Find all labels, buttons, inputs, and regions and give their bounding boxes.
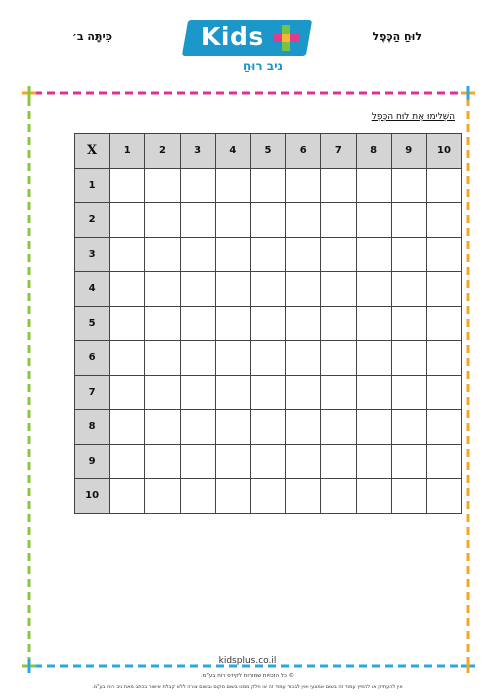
answer-cell[interactable]: [356, 306, 391, 341]
answer-cell[interactable]: [110, 341, 145, 376]
corner-cell: X: [75, 134, 110, 169]
answer-cell[interactable]: [391, 479, 426, 514]
answer-cell[interactable]: [426, 375, 461, 410]
answer-cell[interactable]: [426, 203, 461, 238]
answer-cell[interactable]: [321, 272, 356, 307]
answer-cell[interactable]: [286, 479, 321, 514]
table-row: [75, 479, 462, 514]
answer-cell[interactable]: [426, 341, 461, 376]
answer-cell[interactable]: [215, 168, 250, 203]
answer-cell[interactable]: [145, 341, 180, 376]
grade-label: כִּיתָּה ב׳: [72, 30, 112, 43]
table-header-row: [75, 134, 462, 169]
answer-cell[interactable]: [215, 444, 250, 479]
column-header: 3: [180, 134, 215, 169]
answer-cell[interactable]: [215, 272, 250, 307]
column-header: 2: [145, 134, 180, 169]
answer-cell[interactable]: [321, 341, 356, 376]
answer-cell[interactable]: [286, 168, 321, 203]
answer-cell[interactable]: [250, 306, 285, 341]
answer-cell[interactable]: [110, 272, 145, 307]
answer-cell[interactable]: [145, 168, 180, 203]
answer-cell[interactable]: [356, 203, 391, 238]
row-header: 9: [75, 444, 110, 479]
answer-cell[interactable]: [426, 444, 461, 479]
answer-cell[interactable]: [356, 375, 391, 410]
column-header: 5: [250, 134, 285, 169]
answer-cell[interactable]: [426, 237, 461, 272]
answer-cell[interactable]: [215, 479, 250, 514]
answer-cell[interactable]: [110, 168, 145, 203]
column-header: 4: [215, 134, 250, 169]
answer-cell[interactable]: [321, 410, 356, 445]
answer-cell[interactable]: [215, 237, 250, 272]
answer-cell[interactable]: [391, 410, 426, 445]
site-url: kidsplus.co.il: [218, 656, 277, 666]
table-row: [75, 375, 462, 410]
answer-cell[interactable]: [286, 272, 321, 307]
answer-cell[interactable]: [356, 237, 391, 272]
answer-cell[interactable]: [250, 341, 285, 376]
row-header: 4: [75, 272, 110, 307]
column-header: 9: [391, 134, 426, 169]
answer-cell[interactable]: [286, 237, 321, 272]
answer-cell[interactable]: [110, 306, 145, 341]
answer-cell[interactable]: [426, 479, 461, 514]
logo-word: Kids: [201, 22, 264, 51]
answer-cell[interactable]: [356, 444, 391, 479]
multiplication-table: [74, 133, 462, 514]
logo-subtitle: ניב רוּחַ: [243, 59, 284, 73]
column-header: 8: [356, 134, 391, 169]
answer-cell[interactable]: [391, 444, 426, 479]
row-header: 8: [75, 410, 110, 445]
answer-cell[interactable]: [286, 203, 321, 238]
table-row: [75, 272, 462, 307]
answer-cell[interactable]: [250, 168, 285, 203]
answer-cell[interactable]: [426, 272, 461, 307]
answer-cell[interactable]: [215, 410, 250, 445]
answer-cell[interactable]: [321, 237, 356, 272]
legal-text: אין להעתיק או להפיץ עמוד זה בשום אמצעי ואין לבכוד עמוד זה או חלק ממנו בשום מקום ובשום צורה ללא קבלת אישור בכתב מאת ניב רוח בע"מ.: [92, 684, 403, 690]
answer-cell[interactable]: [321, 168, 356, 203]
answer-cell[interactable]: [110, 479, 145, 514]
table-row: [75, 168, 462, 203]
answer-cell[interactable]: [145, 410, 180, 445]
answer-cell[interactable]: [321, 479, 356, 514]
answer-cell[interactable]: [110, 410, 145, 445]
row-header: 1: [75, 168, 110, 203]
answer-cell[interactable]: [180, 272, 215, 307]
answer-cell[interactable]: [356, 168, 391, 203]
answer-cell[interactable]: [391, 237, 426, 272]
answer-cell[interactable]: [145, 479, 180, 514]
copyright-text: © כל הזכויות שמורות לקידס רוח בע"מ.: [200, 673, 295, 679]
answer-cell[interactable]: [286, 341, 321, 376]
row-header: 6: [75, 341, 110, 376]
answer-cell[interactable]: [145, 306, 180, 341]
answer-cell[interactable]: [250, 203, 285, 238]
table-row: [75, 444, 462, 479]
answer-cell[interactable]: [286, 306, 321, 341]
row-header: 5: [75, 306, 110, 341]
answer-cell[interactable]: [215, 341, 250, 376]
table-row: [75, 306, 462, 341]
answer-cell[interactable]: [215, 203, 250, 238]
answer-cell[interactable]: [180, 444, 215, 479]
answer-cell[interactable]: [286, 410, 321, 445]
answer-cell[interactable]: [321, 203, 356, 238]
answer-cell[interactable]: [250, 479, 285, 514]
answer-cell[interactable]: [110, 375, 145, 410]
answer-cell[interactable]: [145, 272, 180, 307]
answer-cell[interactable]: [391, 306, 426, 341]
answer-cell[interactable]: [180, 203, 215, 238]
answer-cell[interactable]: [180, 341, 215, 376]
answer-cell[interactable]: [250, 444, 285, 479]
answer-cell[interactable]: [286, 375, 321, 410]
answer-cell[interactable]: [145, 237, 180, 272]
table-row: [75, 410, 462, 445]
answer-cell[interactable]: [321, 306, 356, 341]
answer-cell[interactable]: [426, 306, 461, 341]
table-row: [75, 341, 462, 376]
answer-cell[interactable]: [250, 410, 285, 445]
table-row: [75, 237, 462, 272]
answer-cell[interactable]: [110, 203, 145, 238]
table-row: [75, 203, 462, 238]
answer-cell[interactable]: [391, 341, 426, 376]
instruction-text: הַשְׁלִימוּ אֶת לוּחַ הַכֶּפֶל: [371, 112, 455, 122]
answer-cell[interactable]: [180, 479, 215, 514]
answer-cell[interactable]: [180, 237, 215, 272]
answer-cell[interactable]: [391, 168, 426, 203]
answer-cell[interactable]: [180, 410, 215, 445]
answer-cell[interactable]: [250, 237, 285, 272]
column-header: 7: [321, 134, 356, 169]
answer-cell[interactable]: [180, 168, 215, 203]
page-title: לוּחַ הַכֶּפֶל: [372, 30, 422, 43]
answer-cell[interactable]: [180, 375, 215, 410]
answer-cell[interactable]: [321, 375, 356, 410]
answer-cell[interactable]: [426, 410, 461, 445]
answer-cell[interactable]: [215, 306, 250, 341]
answer-cell[interactable]: [356, 272, 391, 307]
row-header: 7: [75, 375, 110, 410]
column-header: 1: [110, 134, 145, 169]
column-header: 10: [426, 134, 461, 169]
answer-cell[interactable]: [391, 272, 426, 307]
answer-cell[interactable]: [391, 203, 426, 238]
answer-cell[interactable]: [356, 479, 391, 514]
column-header: 6: [286, 134, 321, 169]
row-header: 10: [75, 479, 110, 514]
answer-cell[interactable]: [145, 375, 180, 410]
answer-cell[interactable]: [391, 375, 426, 410]
answer-cell[interactable]: [356, 410, 391, 445]
answer-cell[interactable]: [250, 272, 285, 307]
answer-cell[interactable]: [110, 237, 145, 272]
answer-cell[interactable]: [250, 375, 285, 410]
answer-cell[interactable]: [356, 341, 391, 376]
answer-cell[interactable]: [145, 203, 180, 238]
answer-cell[interactable]: [145, 444, 180, 479]
answer-cell[interactable]: [215, 375, 250, 410]
answer-cell[interactable]: [180, 306, 215, 341]
answer-cell[interactable]: [321, 444, 356, 479]
row-header: 2: [75, 203, 110, 238]
answer-cell[interactable]: [426, 168, 461, 203]
row-header: 3: [75, 237, 110, 272]
answer-cell[interactable]: [110, 444, 145, 479]
answer-cell[interactable]: [286, 444, 321, 479]
